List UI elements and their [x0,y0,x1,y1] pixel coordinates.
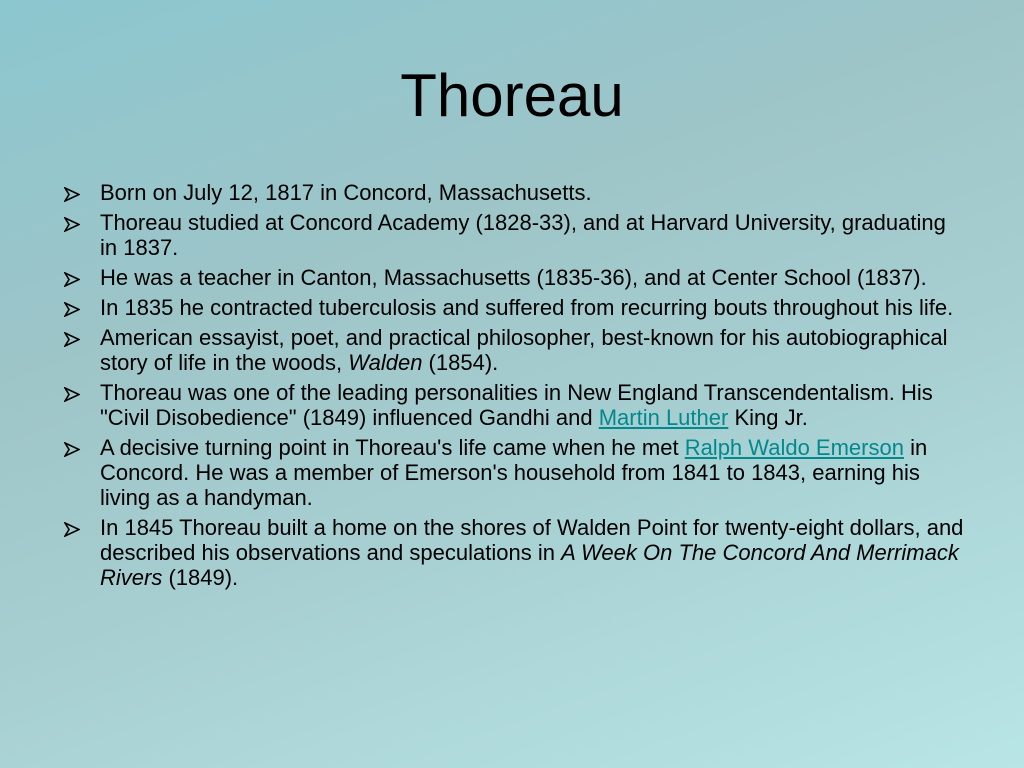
ralph-waldo-emerson-link[interactable]: Ralph Waldo Emerson [684,435,904,460]
arrowhead-bullet-icon [64,332,80,347]
bullet-text: Born on July 12, 1817 in Concord, Massachusetts. [100,180,592,205]
bullet-item [62,295,967,320]
bullet-list [62,180,967,595]
slide-title: Thoreau [400,62,624,129]
arrowhead-bullet-icon [64,272,80,287]
arrowhead-bullet-icon [64,187,80,202]
bullet-text: A decisive turning point in Thoreau's life came when he met [100,435,685,460]
arrowhead-bullet-icon [64,387,80,402]
bullet-item [62,265,967,290]
bullet-item [62,380,967,430]
arrowhead-bullet-icon [64,302,80,317]
bullet-text: Thoreau was one of the leading personalities in New England Transcendentalism. His "Civil Disobedience" (1849) influenced Gandhi and [100,380,933,430]
bullet-text: American essayist, poet, and practical philosopher, best-known for his autobiographical story of life in the woods, [100,325,948,375]
book-title-walden: Walden [348,350,423,375]
bullet-text: In 1835 he contracted tuberculosis and suffered from recurring bouts throughout his life. [100,295,954,320]
arrowhead-bullet-icon [64,442,80,457]
bullet-text: (1854). [422,350,499,375]
bullet-text: Thoreau studied at Concord Academy (1828-33), and at Harvard University, graduating in 1837. [100,210,946,260]
bullet-item [62,180,967,205]
bullet-item [62,435,967,510]
bullet-item [62,210,967,260]
bullet-item [62,515,967,590]
bullet-text: King Jr. [728,405,808,430]
book-title-a-week: A Week On The Concord And Merrimack Rivers [100,540,959,590]
bullet-text: He was a teacher in Canton, Massachusetts (1835-36), and at Center School (1837). [100,265,927,290]
bullet-text: in Concord. He was a member of Emerson's household from 1841 to 1843, earning his living as a handyman. [100,435,928,510]
arrowhead-bullet-icon [64,217,80,232]
bullet-item [62,325,967,375]
martin-luther-link[interactable]: Martin Luther [598,405,729,430]
bullet-text: (1849). [162,565,239,590]
arrowhead-bullet-icon [64,522,80,537]
bullet-text: In 1845 Thoreau built a home on the shores of Walden Point for twenty-eight dollars, and described his observations and speculations in [100,515,964,565]
